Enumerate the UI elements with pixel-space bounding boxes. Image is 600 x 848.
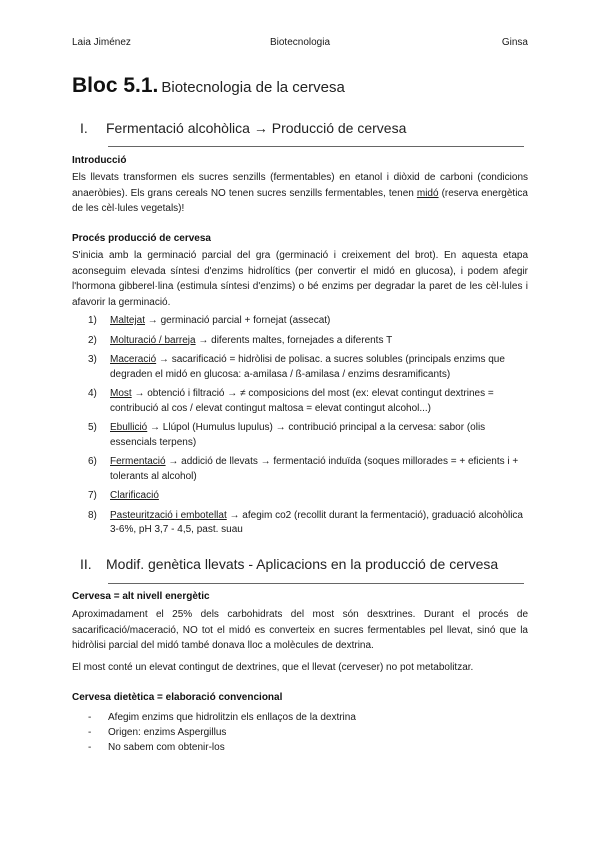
page-header [72, 37, 528, 51]
energetic-paragraph-1: Aproximadament el 25% dels carbohidrats del most són desxtrines. Durant el procés de sacarificació/maceració, NO tot el midó es converteix en sucres fermentables pel llevat, sinó que la hidròlisi parcial del midó també donava lloc a molècules de dextrina. [72, 609, 528, 651]
energetic-paragraph-2: El most conté un elevat contingut de dextrines, que el llevat (cerveser) no pot metabolitzar. [72, 662, 474, 673]
step-description: → Llúpol (Humulus lupulus) → contribució principal a la cervesa: sabor (olis essencials terpens) [110, 422, 486, 448]
intro-heading: Introducció [72, 155, 127, 166]
bullet-text: Afegim enzims que hidrolitzin els enllaços de la dextrina [108, 712, 356, 723]
step-item [88, 353, 528, 382]
step-description: → addició de llevats → fermentació induïda (soques millorades = + eficients i + tolerants al alcohol) [110, 456, 519, 482]
intro-paragraph [72, 170, 528, 217]
step-item [88, 314, 528, 329]
step-term: Ebullició [110, 422, 148, 433]
dietetica-heading: Cervesa dietètica = elaboració convencional [72, 692, 283, 703]
step-number: 8) [88, 509, 97, 521]
section-2-title: Modif. genètica llevats - Aplicacions en la producció de cervesa [106, 556, 499, 572]
section-1-divider [108, 146, 524, 147]
step-description: → germinació parcial + fornejat (assecat) [145, 315, 331, 326]
section-1-title: Fermentació alcohòlica → Producció de cervesa [106, 120, 407, 136]
step-number: 3) [88, 354, 97, 365]
page-title [72, 74, 345, 98]
intro-text-b: (reserva energètica de les cèl·lules vegetals)! [72, 187, 528, 214]
step-item [88, 489, 528, 504]
step-number: 6) [88, 456, 97, 467]
school: Ginsa [501, 37, 528, 48]
step-number: 1) [88, 315, 97, 326]
bullet-text: Origen: enzims Aspergillus [108, 727, 227, 738]
bullet-item: - No sabem com obtenir-los [88, 742, 225, 753]
section-1-heading [80, 120, 510, 136]
step-term: Pasteurització i embotellat [110, 509, 227, 521]
step-number: 4) [88, 388, 97, 399]
step-term: Most [110, 388, 132, 399]
intro-term: midó [416, 187, 439, 199]
step-number: 7) [88, 490, 97, 501]
intro-text-a: Els llevats transformen els sucres senzills (fermentables) en etanol i diòxid de carboni (condicions anaeròbies). Els grans cereals NO tenen sucres senzills fermentables, tenen [72, 172, 528, 199]
subject: Biotecnologia [269, 37, 331, 48]
section-2-heading [80, 556, 510, 572]
step-number: 5) [88, 422, 97, 433]
bloc-subtitle: Biotecnologia de la cervesa [161, 79, 345, 96]
section-2-number: II. [80, 556, 92, 572]
bullet-item: - Afegim enzims que hidrolitzin els enllaços de la dextrina [88, 712, 356, 723]
step-term: Clarificació [110, 490, 159, 501]
section-1-number: I. [80, 120, 88, 136]
bullet-text: No sabem com obtenir-los [108, 742, 225, 753]
step-item [88, 334, 528, 349]
proces-heading: Procés producció de cervesa [72, 233, 211, 244]
step-item [88, 509, 528, 538]
step-description: → diferents maltes, fornejades a diferents T [195, 334, 393, 346]
bloc-number: Bloc 5.1. [72, 74, 159, 97]
step-term: Fermentació [110, 456, 166, 467]
section-2-divider [108, 583, 524, 584]
step-description: → obtenció i filtració → ≠ composicions del most (ex: elevat contingut dextrines = contribució al cos / elevat contingut maltosa = elevat contingut alcohol...) [110, 388, 494, 414]
author: Laia Jiménez [72, 37, 131, 48]
steps-list [88, 314, 528, 543]
step-term: Molturació / barreja [110, 334, 196, 346]
proces-paragraph: S'inicia amb la germinació parcial del gra (germinació i creixement del brot). En aquesta etapa aconseguim elevada síntesi d'enzims hidrolítics (per convertir el midó en glucosa), i podem afegir l'hormona gibberel·lina (estimula síntesi d'enzims) o bé enzims per degradar la paret de les cèl·lules i afavorir la germinació. [72, 250, 528, 308]
energetic-heading: Cervesa = alt nivell energètic [72, 591, 210, 602]
step-term: Maceració [110, 354, 157, 365]
step-description: → afegim co2 (recollit durant la fermentació), graduació alcohòlica 3-6%, pH 3,7 - 4,5, past. suau [110, 509, 523, 535]
step-description: → sacarificació = hidròlisi de polisac. a sucres solubles (principals enzims que degraden el midó en glucosa: a-amilasa / ß-amilasa / enzims desramificants) [110, 354, 505, 380]
step-item [88, 387, 528, 416]
step-term: Maltejat [110, 315, 146, 326]
step-item [88, 421, 528, 450]
step-number: 2) [88, 334, 97, 346]
dietetica-list [88, 710, 356, 755]
bullet-item: - Origen: enzims Aspergillus [88, 727, 227, 738]
step-item [88, 455, 528, 484]
